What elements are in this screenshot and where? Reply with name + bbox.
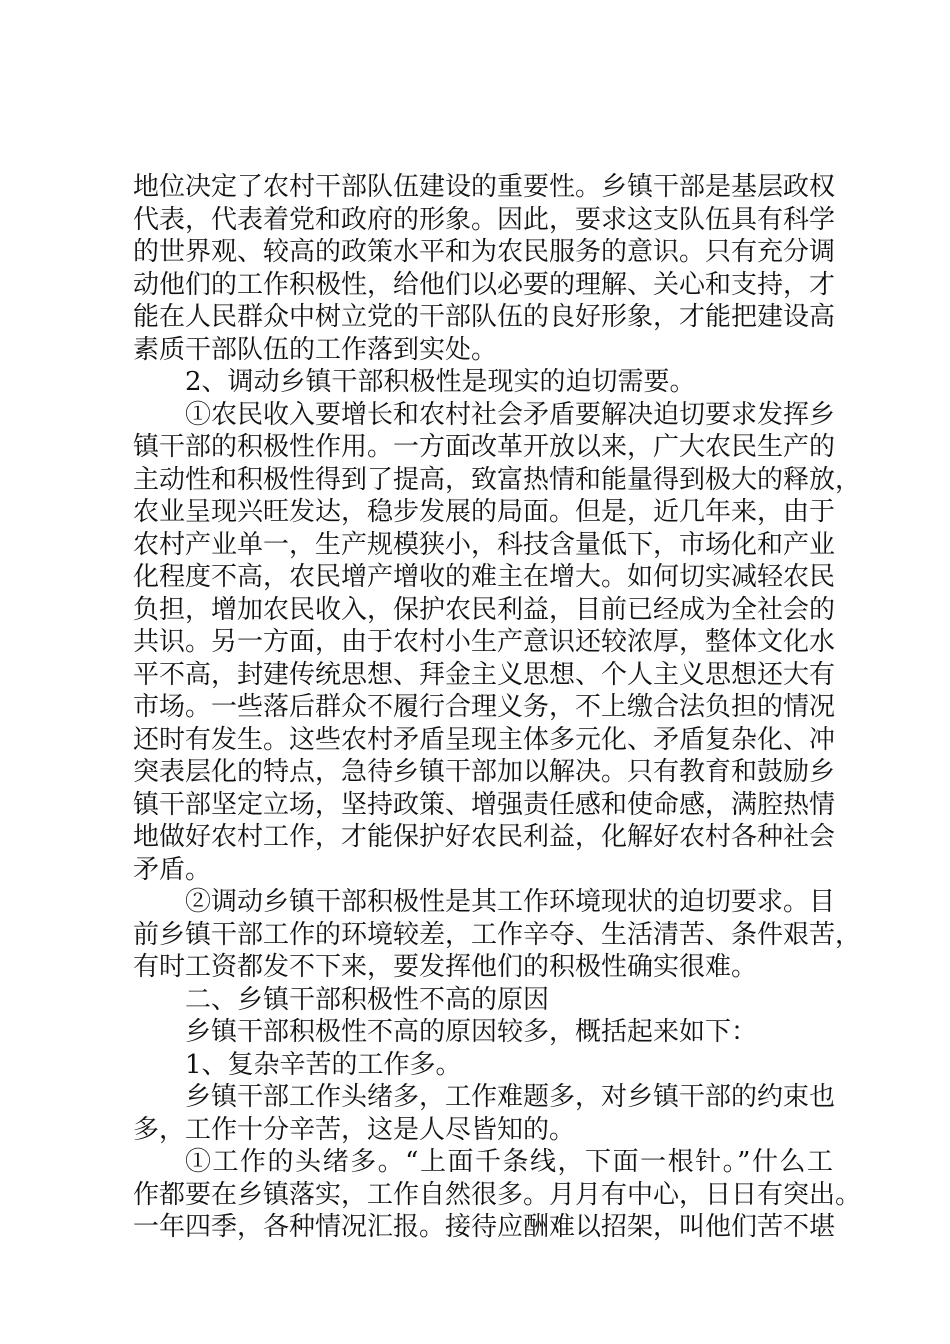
text-line: 市场。一些落后群众不履行合理义务，不上缴合法负担的情况 [133,692,836,722]
text-line: 农业呈现兴旺发达，稳步发展的局面。但是，近几年来，由于 [133,497,836,527]
text-line: 多，工作十分辛苦，这是人尽皆知的。 [133,1114,576,1145]
text-line: 镇干部坚定立场，坚持政策、增强责任感和使命感，满腔热情 [133,789,836,820]
text-line: 能在人民群众中树立党的干部队伍的良好形象，才能把建设高 [133,302,836,332]
text-line: ①工作的头绪多。“上面千条线，下面一根针。”什么工 [185,1147,833,1177]
text-line: 一年四季，各种情况汇报。接待应酬难以招架，叫他们苦不堪 [133,1212,836,1242]
text-line: 乡镇干部积极性不高的原因较多，概括起来如下： [185,1017,758,1047]
text-line: 化程度不高，农民增产增收的难主在增大。如何切实减轻农民 [133,562,836,592]
text-line: 有时工资都发不下来，要发挥他们的积极性确实很难。 [133,952,758,982]
document-body [133,171,862,1244]
text-line: 地做好农村工作，才能保护好农民利益，化解好农村各种社会 [133,822,836,852]
text-line: 矛盾。 [133,854,212,885]
text-line: 作都要在乡镇落实，工作自然很多。月月有中心，日日有突出。 [133,1179,862,1210]
text-line: 负担，增加农民收入，保护农民利益，目前已经成为全社会的 [133,594,836,625]
text-line: ①农民收入要增长和农村社会矛盾要解决迫切要求发挥乡 [185,399,836,430]
text-line: 的世界观、较高的政策水平和为农民服务的意识。只有充分调 [133,237,836,267]
text-line: 动他们的工作积极性，给他们以必要的理解、关心和支持，才 [133,269,836,300]
section-heading: 2、调动乡镇干部积极性是现实的迫切需要。 [185,367,696,397]
text-line: 素质干部队伍的工作落到实处。 [133,334,498,365]
text-line: 主动性和积极性得到了提高，致富热情和能量得到极大的释放， [133,464,862,495]
text-line: 代表，代表着党和政府的形象。因此，要求这支队伍具有科学 [133,204,836,235]
text-line: 农村产业单一，生产规模狭小，科技含量低下，市场化和产业 [133,529,836,560]
text-line: ②调动乡镇干部积极性是其工作环境现状的迫切要求。目 [185,887,836,917]
text-line: 突表层化的特点，急待乡镇干部加以解决。只有教育和鼓励乡 [133,757,836,787]
text-line: 地位决定了农村干部队伍建设的重要性。乡镇干部是基层政权 [133,172,836,202]
section-heading: 二、乡镇干部积极性不高的原因 [185,984,550,1015]
text-line: 还时有发生。这些农村矛盾呈现主体多元化、矛盾复杂化、冲 [133,724,836,755]
text-line: 乡镇干部工作头绪多，工作难题多，对乡镇干部的约束也 [185,1082,836,1112]
section-heading: 1、复杂辛苦的工作多。 [185,1049,462,1080]
text-line: 前乡镇干部工作的环境较差，工作辛夺、生活清苦、条件艰苦， [133,919,862,950]
text-line: 共识。另一方面，由于农村小生产意识还较浓厚，整体文化水 [133,627,836,657]
text-line: 镇干部的积极性作用。一方面改革开放以来，广大农民生产的 [133,432,836,462]
text-line: 平不高，封建传统思想、拜金主义思想、个人主义思想还大有 [133,659,836,690]
